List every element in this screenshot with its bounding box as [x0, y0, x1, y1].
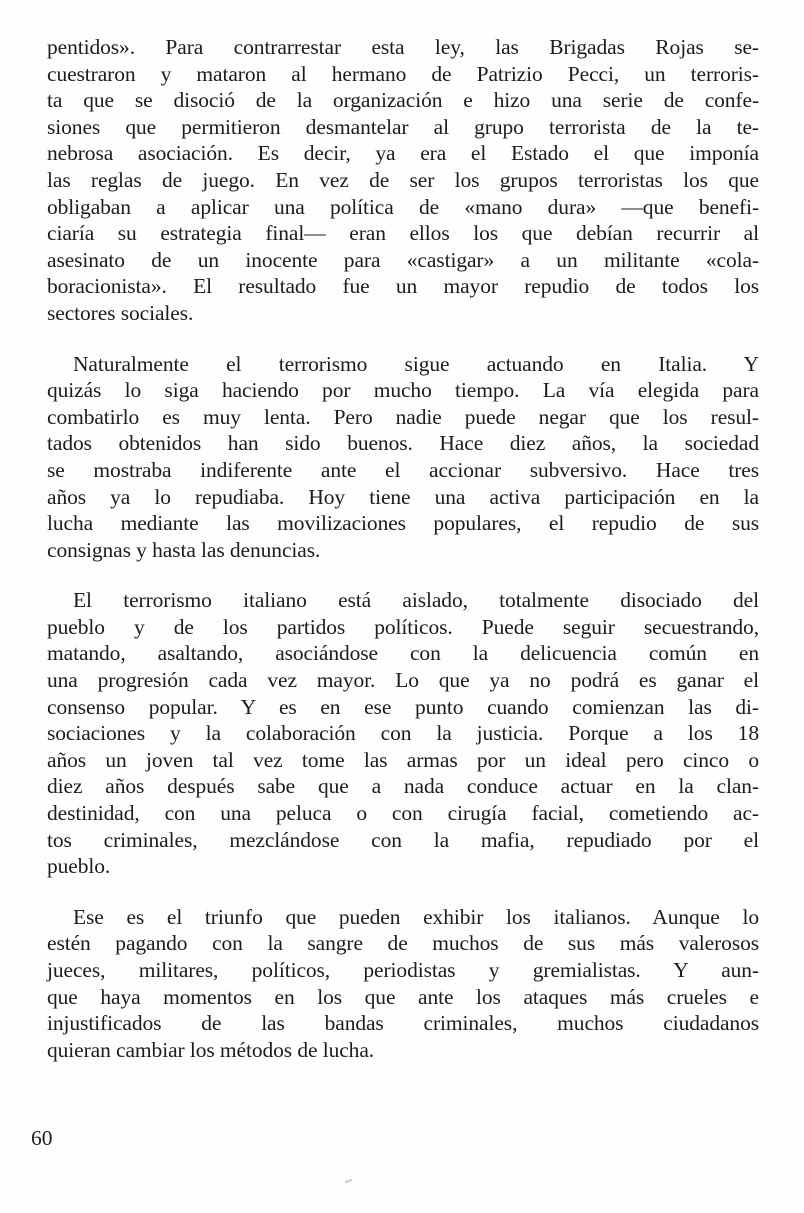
text-line: nebrosa asociación. Es decir, ya era el Estado el que imponía	[47, 141, 759, 166]
text-line: sociaciones y la colaboración con la justicia. Porque a los 18	[47, 721, 759, 746]
text-line: destinidad, con una peluca o con cirugía facial, cometiendo ac-	[47, 801, 759, 826]
text-line: diez años después sabe que a nada conduce actuar en la clan-	[47, 774, 759, 799]
text-line: Naturalmente el terrorismo sigue actuando en Italia. Y	[73, 351, 759, 376]
text-line: pentidos». Para contrarrestar esta ley, las Brigadas Rojas se-	[47, 35, 759, 59]
text-line: que haya momentos en los que ante los ataques más crueles e	[47, 984, 759, 1009]
text-line: asesinato de un inocente para «castigar» a un militante «cola-	[47, 247, 759, 272]
text-line: tados obtenidos han sido buenos. Hace diez años, la sociedad	[47, 431, 759, 456]
page-number: 60	[31, 1126, 53, 1150]
text-line: años un joven tal vez tome las armas por un ideal pero cinco o	[47, 747, 759, 772]
text-line: consenso popular. Y es en ese punto cuando comienzan las di-	[47, 694, 759, 719]
paragraph-3	[47, 587, 759, 880]
scan-speck	[345, 1179, 352, 1183]
text-line: El terrorismo italiano está aislado, totalmente disociado del	[73, 588, 759, 613]
text-line: jueces, militares, políticos, periodistas y gremialistas. Y aun-	[47, 958, 759, 982]
text-line: injustificados de las bandas criminales, muchos ciudadanos	[47, 1011, 759, 1036]
text-line: las reglas de juego. En vez de ser los grupos terroristas los que	[47, 167, 759, 192]
text-line: boracionista». El resultado fue un mayor repudio de todos los	[47, 274, 759, 299]
text-line: una progresión cada vez mayor. Lo que ya no podrá es ganar el	[47, 668, 759, 693]
paragraph-4	[47, 904, 759, 1064]
text-line: estén pagando con la sangre de muchos de sus más valerosos	[47, 931, 759, 956]
paragraph-1	[47, 34, 759, 327]
text-line: tos criminales, mezclándose con la mafia, repudiado por el	[47, 827, 759, 852]
text-line: sectores sociales.	[47, 300, 194, 325]
text-line: años ya lo repudiaba. Hoy tiene una activa participación en la	[47, 484, 759, 509]
text-line: se mostraba indiferente ante el accionar subversivo. Hace tres	[47, 457, 759, 482]
text-line: quieran cambiar los métodos de lucha.	[47, 1037, 375, 1062]
text-line: pueblo.	[47, 854, 111, 879]
paragraph-2	[47, 351, 759, 564]
text-line: siones que permitieron desmantelar al grupo terrorista de la te-	[47, 114, 759, 139]
text-line: ta que se disoció de la organización e hizo una serie de confe-	[47, 88, 759, 113]
text-line: matando, asaltando, asociándose con la delicuencia común en	[47, 641, 759, 666]
text-line: quizás lo siga haciendo por mucho tiempo. La vía elegida para	[47, 378, 759, 403]
text-line: cuestraron y mataron al hermano de Patrizio Pecci, un terroris-	[47, 61, 759, 86]
text-line: obligaban a aplicar una política de «mano dura» —que benefi-	[47, 194, 759, 219]
text-line: consignas y hasta las denuncias.	[47, 537, 321, 562]
body-text	[47, 34, 759, 1087]
text-line: pueblo y de los partidos políticos. Puede seguir secuestrando,	[47, 614, 759, 639]
text-line: ciaría su estrategia final— eran ellos los que debían recurrir al	[47, 221, 759, 246]
text-line: combatirlo es muy lenta. Pero nadie puede negar que los resul-	[47, 404, 759, 429]
text-line: Ese es el triunfo que pueden exhibir los italianos. Aunque lo	[73, 904, 759, 929]
text-line: lucha mediante las movilizaciones populares, el repudio de sus	[47, 511, 759, 536]
